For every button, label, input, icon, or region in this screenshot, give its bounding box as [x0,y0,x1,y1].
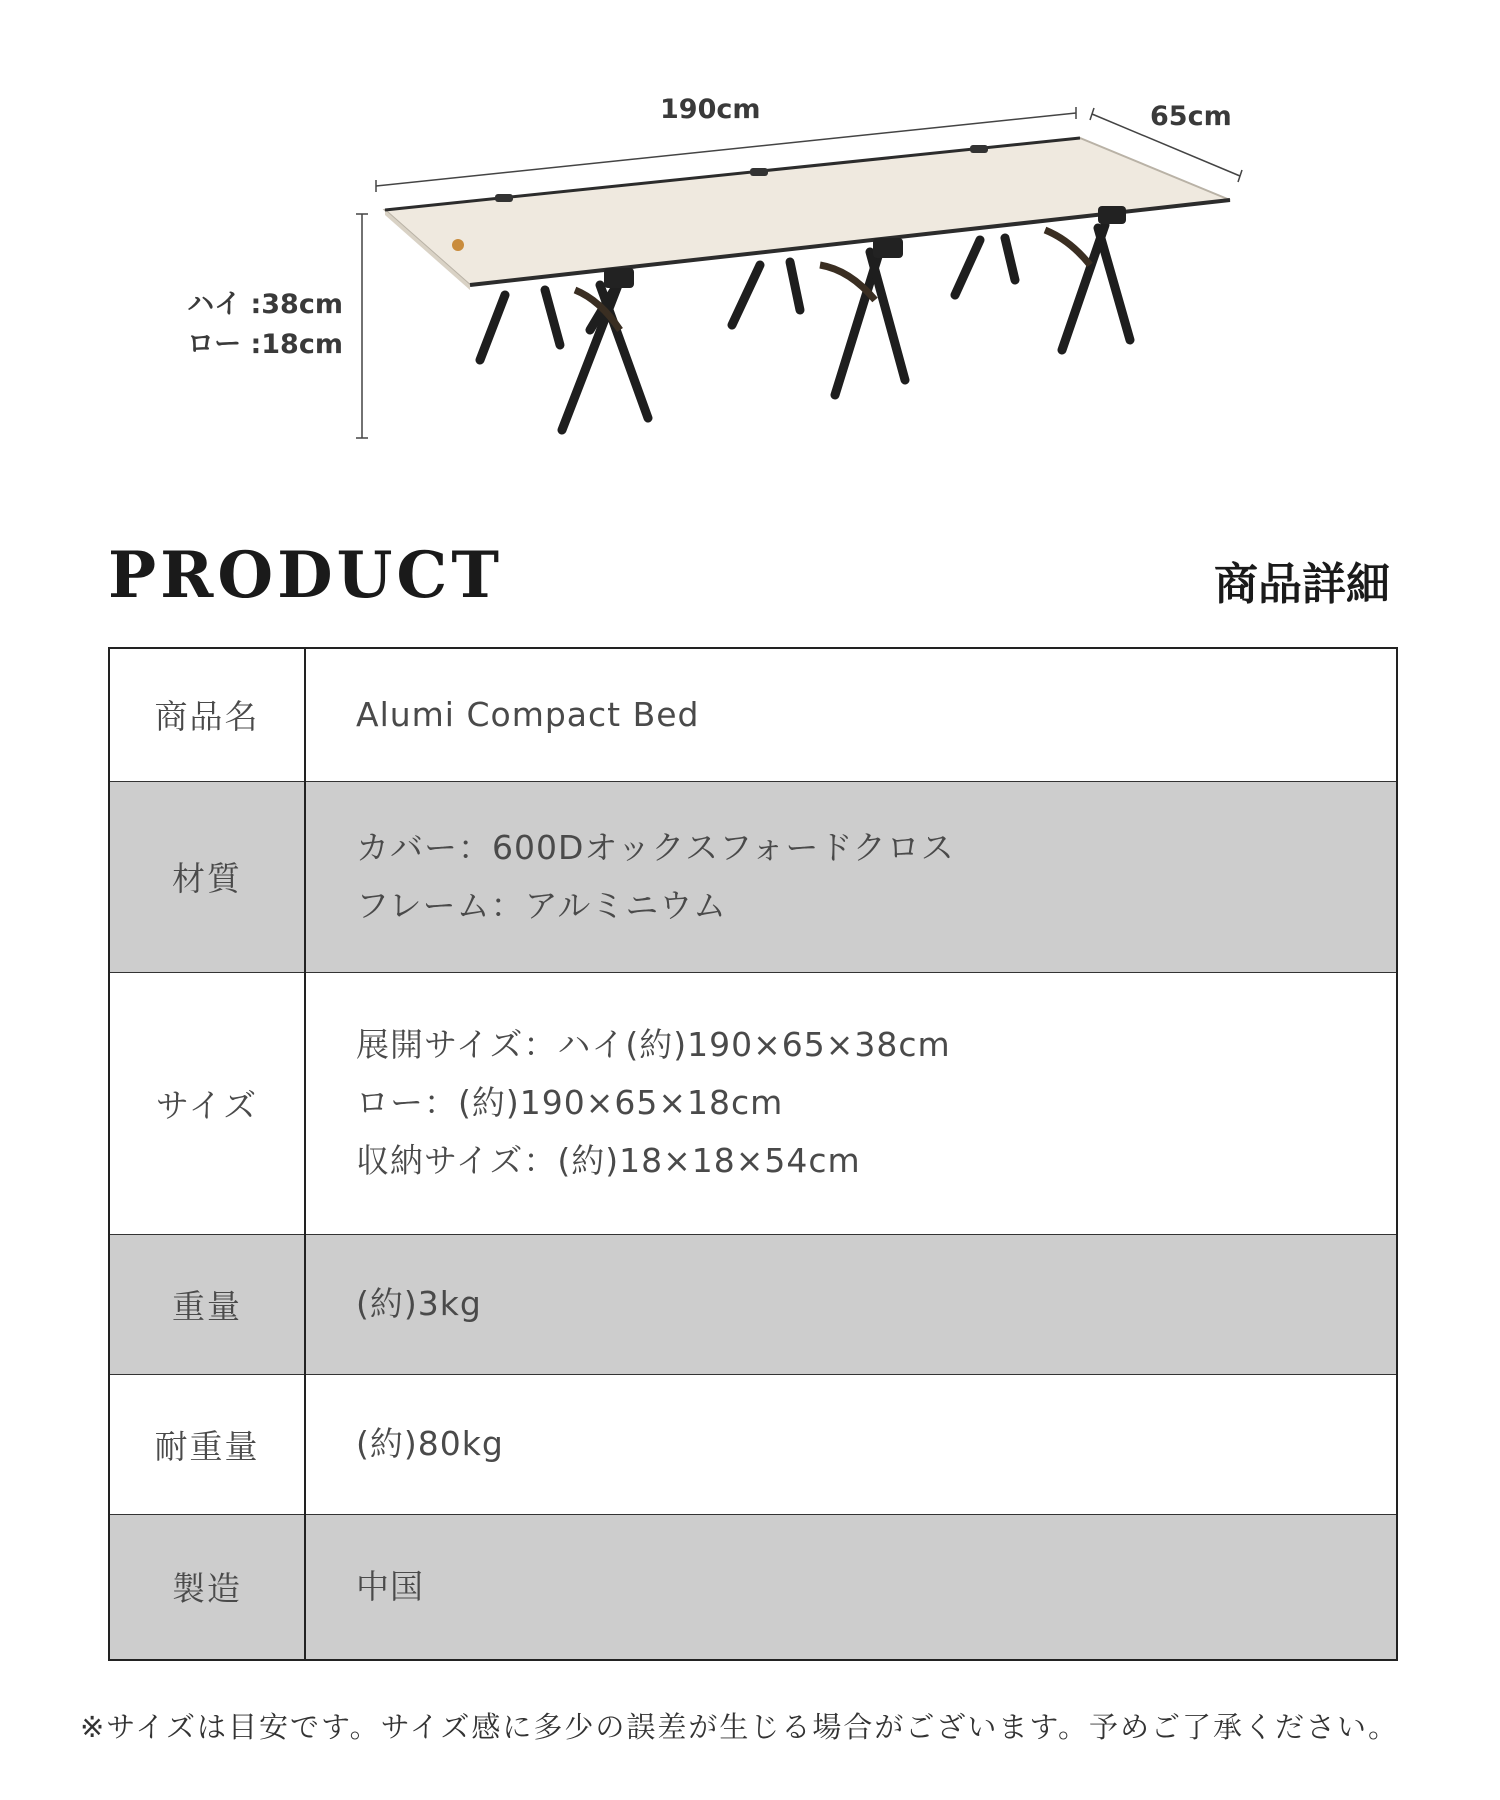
width-dimension: 65cm [1150,101,1232,132]
height-high-label: ハイ :38cm [187,289,343,320]
product-heading: PRODUCT [108,538,503,613]
height-dimensions [180,285,343,365]
value-line: Alumi Compact Bed [356,694,700,734]
row-label: 材質 [109,781,305,972]
row-value [305,648,1397,781]
row-label: 商品名 [109,648,305,781]
table-row [109,648,1397,781]
row-label: 耐重量 [109,1374,305,1514]
row-value [305,972,1397,1234]
table-row [109,781,1397,972]
value-line: (約)80kg [356,1424,504,1463]
value-line: 展開サイズ：ハイ(約)190×65×38cm [356,1025,951,1064]
spec-table [108,647,1398,1661]
table-row [109,972,1397,1234]
row-label: 重量 [109,1234,305,1374]
value-line: 収納サイズ：(約)18×18×54cm [356,1141,861,1180]
height-low-label: ロー :18cm [187,329,343,360]
table-row [109,1374,1397,1514]
product-illustration [0,0,1500,470]
row-label: 製造 [109,1514,305,1660]
value-line: カバー：600Dオックスフォードクロス [356,827,955,867]
row-value [305,1374,1397,1514]
row-value [305,1514,1397,1660]
row-value [305,781,1397,972]
length-dimension: 190cm [660,94,761,125]
value-line: 中国 [356,1566,424,1606]
value-line: フレーム：アルミニウム [356,885,728,925]
value-line: ロー：(約)190×65×18cm [356,1083,784,1122]
size-disclaimer-note: ※サイズは目安です。サイズ感に多少の誤差が生じる場合がございます。予めご了承ください。 [80,1710,1400,1744]
table-row [109,1234,1397,1374]
row-label: サイズ [109,972,305,1234]
row-value [305,1234,1397,1374]
value-line: (約)3kg [356,1284,482,1323]
product-details-heading: 商品詳細 [1214,559,1390,610]
table-row [109,1514,1397,1660]
